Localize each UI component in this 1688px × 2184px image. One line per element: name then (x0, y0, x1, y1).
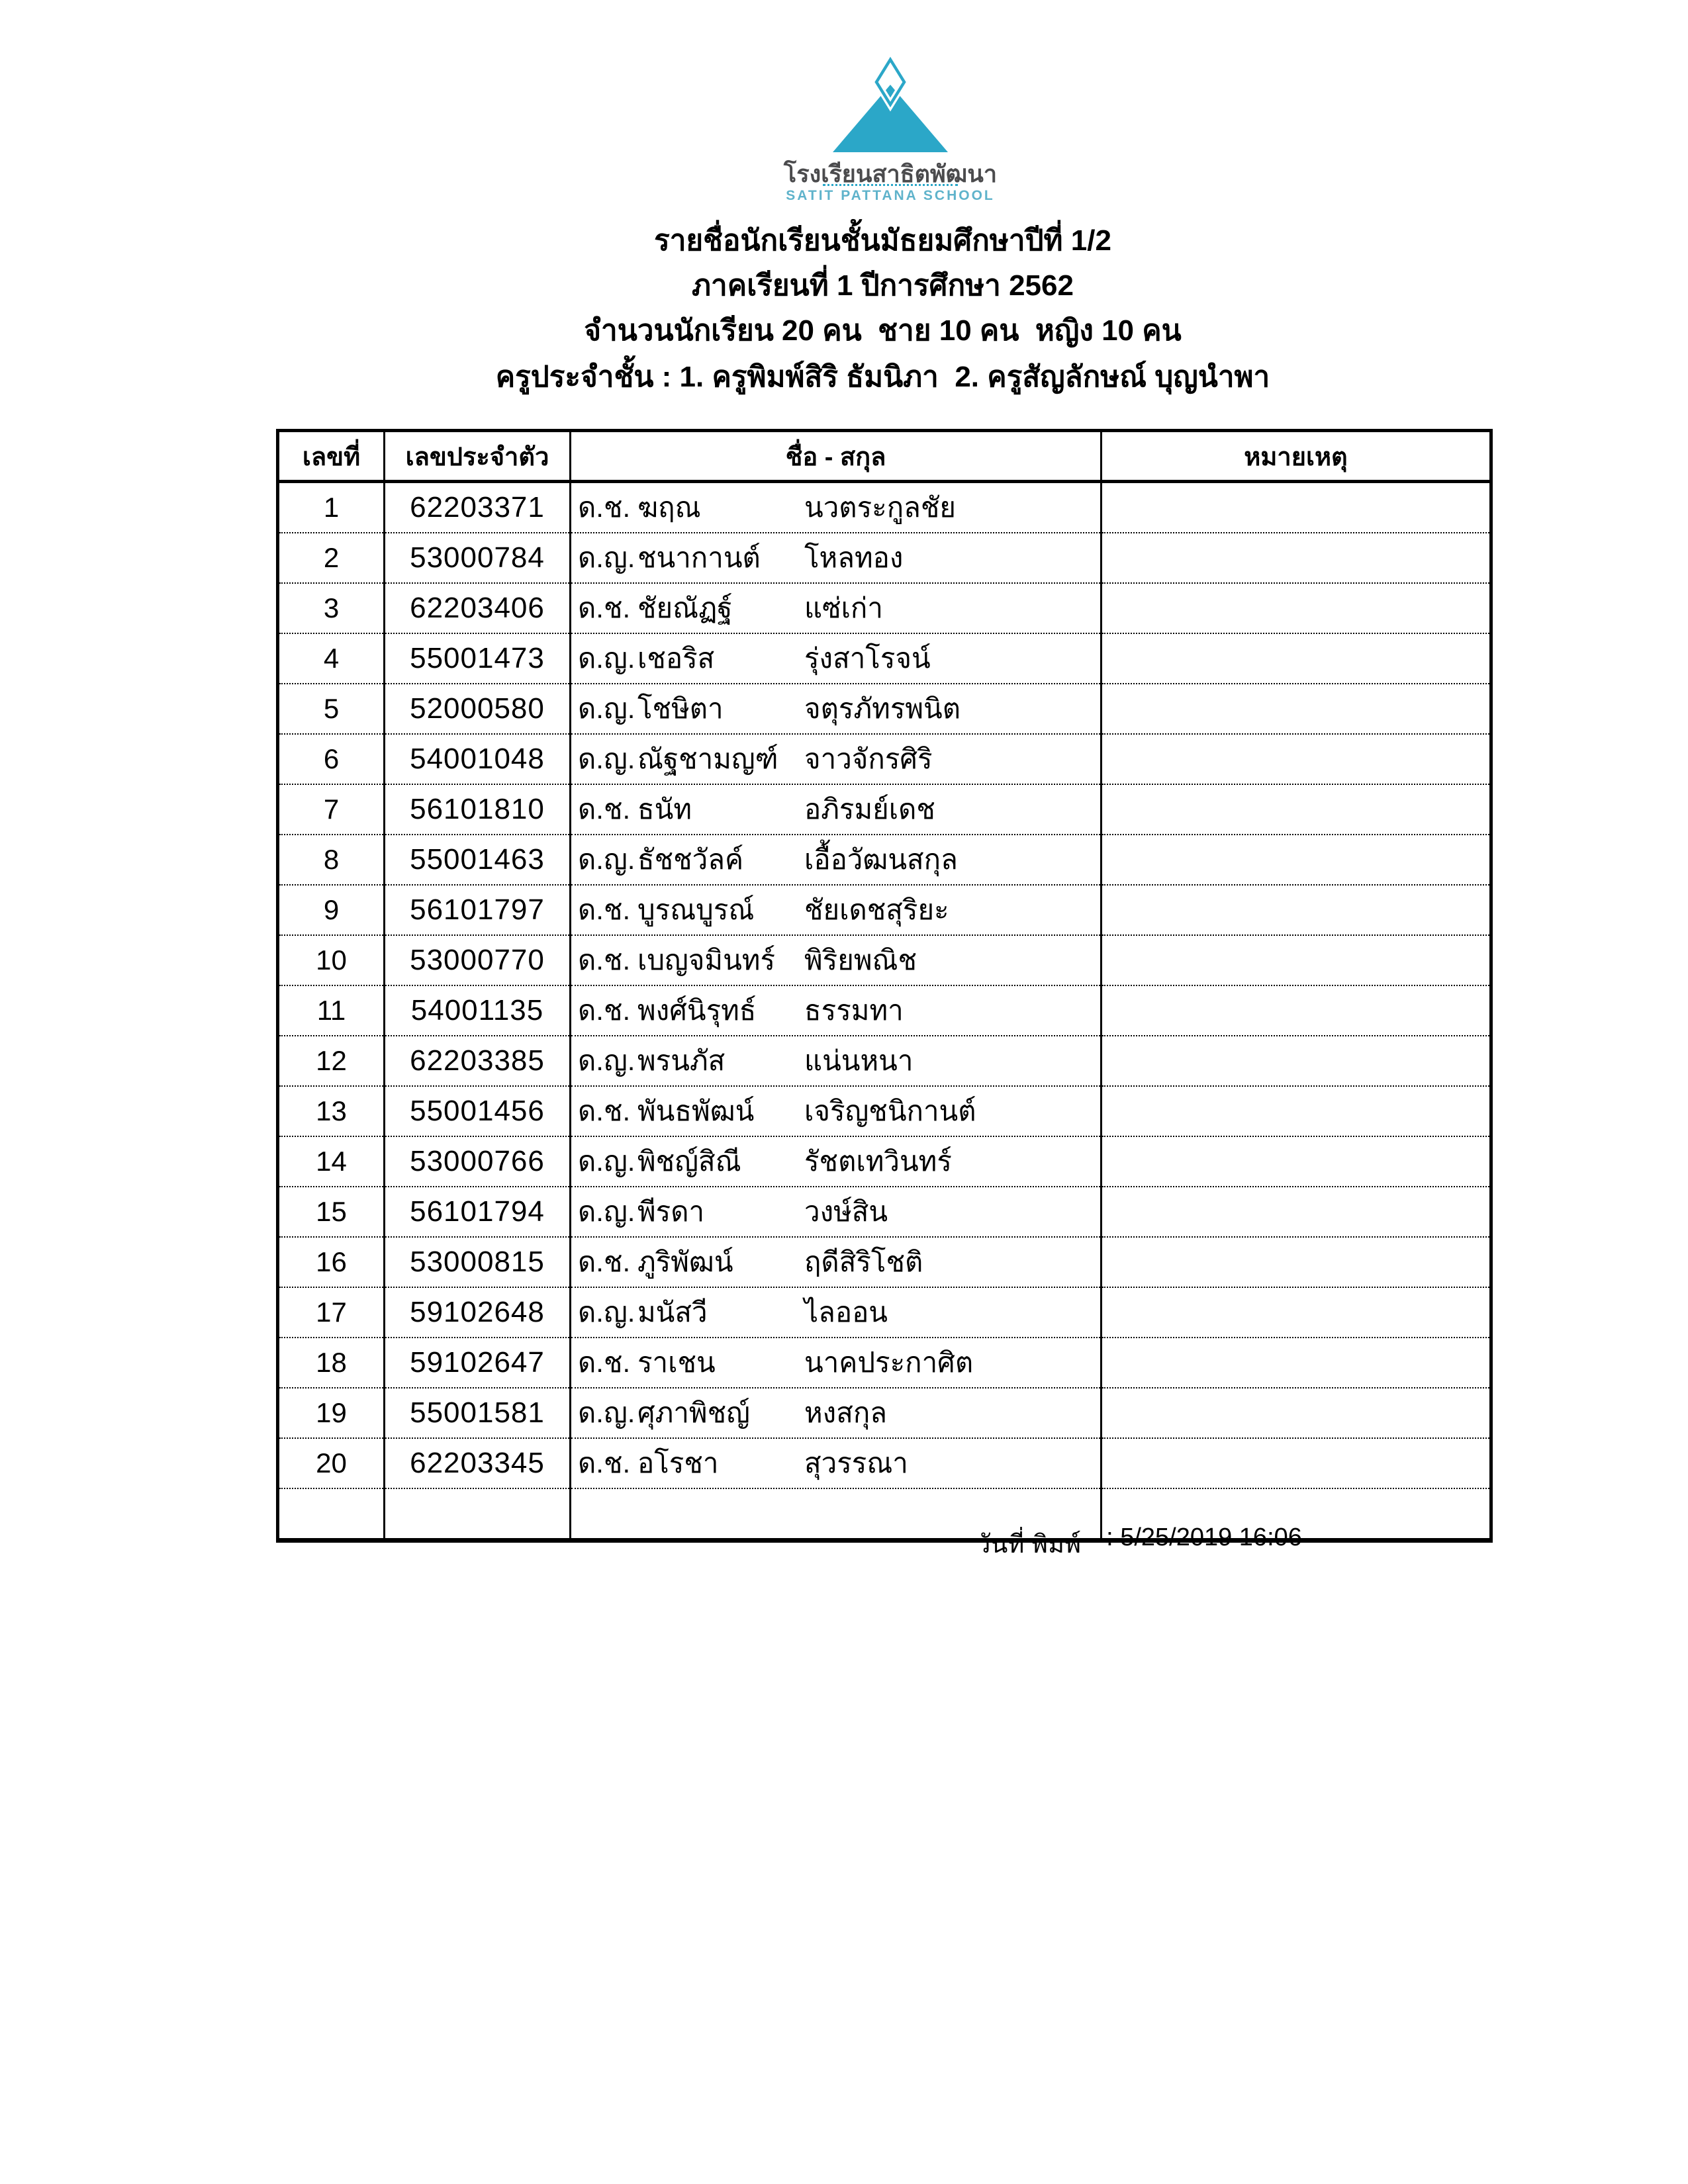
logo-dotted-divider (823, 184, 958, 186)
last-name: พิริยพณิช (804, 944, 917, 976)
student-name-cell (571, 885, 1102, 935)
semester-line: ภาคเรียนที่ 1 ปีการศึกษา 2562 (692, 269, 1074, 302)
name-prefix: ด.ญ. (578, 844, 635, 875)
row-number-cell: 8 (278, 835, 385, 885)
last-name: จาวจักรศิริ (804, 743, 933, 774)
last-name: จตุรภัทรพนิต (804, 693, 961, 724)
name-prefix: ด.ช. (578, 1246, 631, 1277)
first-name: พันธพัฒน์ (637, 1095, 755, 1126)
student-table-header (278, 431, 1491, 482)
table-row (278, 1388, 1491, 1438)
student-name-cell (571, 784, 1102, 835)
name-prefix: ด.ญ. (578, 1397, 635, 1428)
note-cell (1102, 1036, 1491, 1086)
col-header-note: หมายเหตุ (1102, 431, 1491, 482)
first-name: ราเชน (637, 1347, 716, 1378)
first-name: เชอริส (637, 643, 715, 674)
note-cell (1102, 1438, 1491, 1488)
student-id-cell: 54001135 (385, 985, 571, 1036)
note-cell (1102, 935, 1491, 985)
table-row (278, 784, 1491, 835)
row-number-cell: 18 (278, 1338, 385, 1388)
last-name: แซ่เก่า (804, 592, 883, 623)
header-row (278, 431, 1491, 482)
note-cell (1102, 583, 1491, 633)
name-prefix: ด.ช. (578, 592, 631, 623)
first-name: บูรณบูรณ์ (637, 894, 755, 925)
name-prefix: ด.ช. (578, 492, 631, 523)
note-cell (1102, 1287, 1491, 1338)
table-row (278, 1237, 1491, 1287)
row-number-cell: 19 (278, 1388, 385, 1438)
row-number-cell: 12 (278, 1036, 385, 1086)
student-name-cell (571, 1438, 1102, 1488)
table-row (278, 684, 1491, 734)
first-name: ชนากานต์ (637, 542, 761, 573)
row-number-cell: 17 (278, 1287, 385, 1338)
name-prefix: ด.ญ. (578, 743, 635, 774)
last-name: ชัยเดชสุริยะ (804, 894, 949, 925)
name-prefix: ด.ช. (578, 1447, 631, 1479)
student-count-line: จำนวนนักเรียน 20 คน ชาย 10 คน หญิง 10 คน (584, 314, 1182, 347)
first-name: ชัยณัฏฐ์ (637, 592, 733, 623)
first-name: ศุภาพิชญ์ (637, 1397, 750, 1428)
first-name: ธัชชวัลค์ (637, 844, 744, 875)
first-name: ภูริพัฒน์ (637, 1246, 733, 1277)
table-row (278, 885, 1491, 935)
student-name-cell (571, 835, 1102, 885)
table-row (278, 935, 1491, 985)
student-table-body (278, 482, 1491, 1541)
last-name: ไลออน (804, 1297, 888, 1328)
school-name-english: SATIT PATTANA SCHOOL (786, 188, 995, 203)
row-number-cell: 10 (278, 935, 385, 985)
student-id-cell: 59102648 (385, 1287, 571, 1338)
note-cell (1102, 885, 1491, 935)
name-prefix: ด.ช. (578, 995, 631, 1026)
student-name-cell (571, 684, 1102, 734)
note-cell (1102, 1388, 1491, 1438)
col-header-student-id: เลขประจำตัว (385, 431, 571, 482)
note-cell (1102, 482, 1491, 533)
table-row (278, 835, 1491, 885)
first-name: พีรดา (637, 1196, 705, 1227)
table-row (278, 985, 1491, 1036)
first-name: ธนัท (637, 794, 692, 825)
student-id-cell: 54001048 (385, 734, 571, 784)
student-id-cell: 55001473 (385, 633, 571, 684)
print-date-value: : 5/25/2019 16:06 (1106, 1524, 1302, 1551)
last-name: นวตระกูลชัย (804, 492, 956, 523)
name-prefix: ด.ช. (578, 794, 631, 825)
school-logo-triangle-icon (833, 50, 948, 152)
table-row (278, 533, 1491, 583)
name-prefix: ด.ญ. (578, 542, 635, 573)
student-id-cell: 52000580 (385, 684, 571, 734)
last-name: เจริญชนิกานต์ (804, 1095, 976, 1126)
document-title: รายชื่อนักเรียนชั้นมัธยมศึกษาปีที่ 1/2 (654, 224, 1111, 257)
first-name: เบญจมินทร์ (637, 944, 776, 976)
first-name: พรนภัส (637, 1045, 726, 1076)
student-name-cell (571, 633, 1102, 684)
name-prefix: ด.ญ. (578, 643, 635, 674)
table-row (278, 1438, 1491, 1488)
name-prefix: ด.ช. (578, 1095, 631, 1126)
table-row (278, 1187, 1491, 1237)
student-name-cell (571, 1338, 1102, 1388)
print-date-line (976, 1524, 1302, 1564)
note-cell (1102, 784, 1491, 835)
table-row (278, 1488, 1491, 1541)
row-number-cell: 4 (278, 633, 385, 684)
last-name: หงสกุล (804, 1397, 887, 1428)
note-cell (1102, 1237, 1491, 1287)
student-table (276, 429, 1493, 1543)
last-name: วงษ์สิน (804, 1196, 888, 1227)
name-prefix: ด.ญ. (578, 1297, 635, 1328)
note-cell (1102, 1086, 1491, 1136)
student-name-cell (571, 1036, 1102, 1086)
last-name: ธรรมทา (804, 995, 904, 1026)
student-name-cell (571, 734, 1102, 784)
name-prefix: ด.ช. (578, 894, 631, 925)
student-id-cell (385, 1488, 571, 1541)
last-name: รุ่งสาโรจน์ (804, 643, 931, 674)
student-id-cell: 59102647 (385, 1338, 571, 1388)
student-name-cell (571, 1287, 1102, 1338)
student-name-cell (571, 935, 1102, 985)
row-number-cell: 1 (323, 492, 340, 523)
table-row (278, 1287, 1491, 1338)
table-row (278, 633, 1491, 684)
student-id-cell: 53000766 (385, 1136, 571, 1187)
student-name-cell (571, 1086, 1102, 1136)
first-name: มนัสวี (637, 1297, 708, 1328)
homeroom-teachers-line: ครูประจำชั้น : 1. ครูพิมพ์สิริ ธัมนิภา 2. ครูสัญลักษณ์ บุญนำพา (495, 361, 1270, 393)
student-name-cell (571, 985, 1102, 1036)
student-id-cell: 55001456 (385, 1086, 571, 1136)
student-name-cell (571, 1187, 1102, 1237)
row-number-cell: 11 (278, 985, 385, 1036)
row-number-cell: 2 (278, 533, 385, 583)
last-name: ฤดีสิริโชติ (804, 1246, 923, 1277)
table-row (278, 1036, 1491, 1086)
table-row (278, 734, 1491, 784)
first-name: ฆฤณ (637, 492, 701, 523)
student-id-cell: 62203385 (385, 1036, 571, 1086)
student-name-cell (571, 583, 1102, 633)
student-id-cell: 56101810 (385, 784, 571, 835)
first-name: อโรชา (637, 1447, 719, 1479)
first-name: ณัฐชามญฑ์ (637, 743, 778, 774)
name-prefix: ด.ญ. (578, 1146, 635, 1177)
row-number-cell: 3 (278, 583, 385, 633)
table-row (278, 1086, 1491, 1136)
last-name: สุวรรณา (804, 1447, 908, 1479)
note-cell (1102, 1136, 1491, 1187)
student-name-cell (571, 533, 1102, 583)
student-id-cell: 55001581 (385, 1388, 571, 1438)
row-number-cell: 6 (278, 734, 385, 784)
note-cell (1102, 734, 1491, 784)
name-prefix: ด.ญ. (578, 693, 635, 724)
first-name: โชษิตา (637, 693, 724, 724)
row-number-cell: 5 (278, 684, 385, 734)
student-id-cell: 56101797 (385, 885, 571, 935)
last-name: รัชตเทวินทร์ (804, 1146, 952, 1177)
col-header-name: ชื่อ - สกุล (571, 431, 1102, 482)
note-cell (1102, 684, 1491, 734)
student-id-cell: 62203371 (385, 482, 571, 533)
row-number-cell: 14 (278, 1136, 385, 1187)
student-id-cell: 53000770 (385, 935, 571, 985)
student-id-cell: 53000784 (385, 533, 571, 583)
note-cell (1102, 835, 1491, 885)
name-prefix: ด.ญ. (578, 1045, 635, 1076)
student-name-cell (571, 1388, 1102, 1438)
note-cell (1102, 533, 1491, 583)
table-row (278, 1338, 1491, 1388)
student-id-cell: 62203406 (385, 583, 571, 633)
row-number-cell: 7 (278, 784, 385, 835)
row-number-cell: 16 (278, 1237, 385, 1287)
last-name: โหลทอง (804, 542, 904, 573)
note-cell (1102, 1338, 1491, 1388)
table-row (278, 583, 1491, 633)
school-name-thai: โรงเรียนสาธิตพัฒนา (783, 160, 998, 187)
first-name: พิชญ์สิณี (637, 1146, 741, 1177)
name-prefix: ด.ช. (578, 944, 631, 976)
table-row (278, 482, 1491, 533)
col-header-number: เลขที่ (278, 431, 385, 482)
note-cell (1102, 985, 1491, 1036)
row-number-cell: 13 (278, 1086, 385, 1136)
student-name-cell (571, 1237, 1102, 1287)
name-prefix: ด.ช. (578, 1347, 631, 1378)
student-name-cell (571, 1136, 1102, 1187)
row-number-cell (278, 1488, 385, 1541)
student-id-cell: 56101794 (385, 1187, 571, 1237)
print-date-label: วันที่ พิมพ์ (976, 1531, 1082, 1559)
last-name: แน่นหนา (804, 1045, 914, 1076)
note-cell (1102, 1187, 1491, 1237)
student-id-cell: 62203345 (385, 1438, 571, 1488)
student-id-cell: 53000815 (385, 1237, 571, 1287)
student-name-cell (571, 482, 1102, 533)
last-name: นาคประกาศิต (804, 1347, 974, 1378)
row-number-cell: 15 (278, 1187, 385, 1237)
note-cell (1102, 633, 1491, 684)
last-name: เอื้อวัฒนสกุล (804, 844, 958, 875)
first-name: พงศ์นิรุทธ์ (637, 995, 757, 1026)
row-number-cell: 9 (278, 885, 385, 935)
table-row (278, 1136, 1491, 1187)
name-prefix: ด.ญ. (578, 1196, 635, 1227)
student-id-cell: 55001463 (385, 835, 571, 885)
last-name: อภิรมย์เดช (804, 794, 935, 825)
row-number-cell: 20 (278, 1438, 385, 1488)
